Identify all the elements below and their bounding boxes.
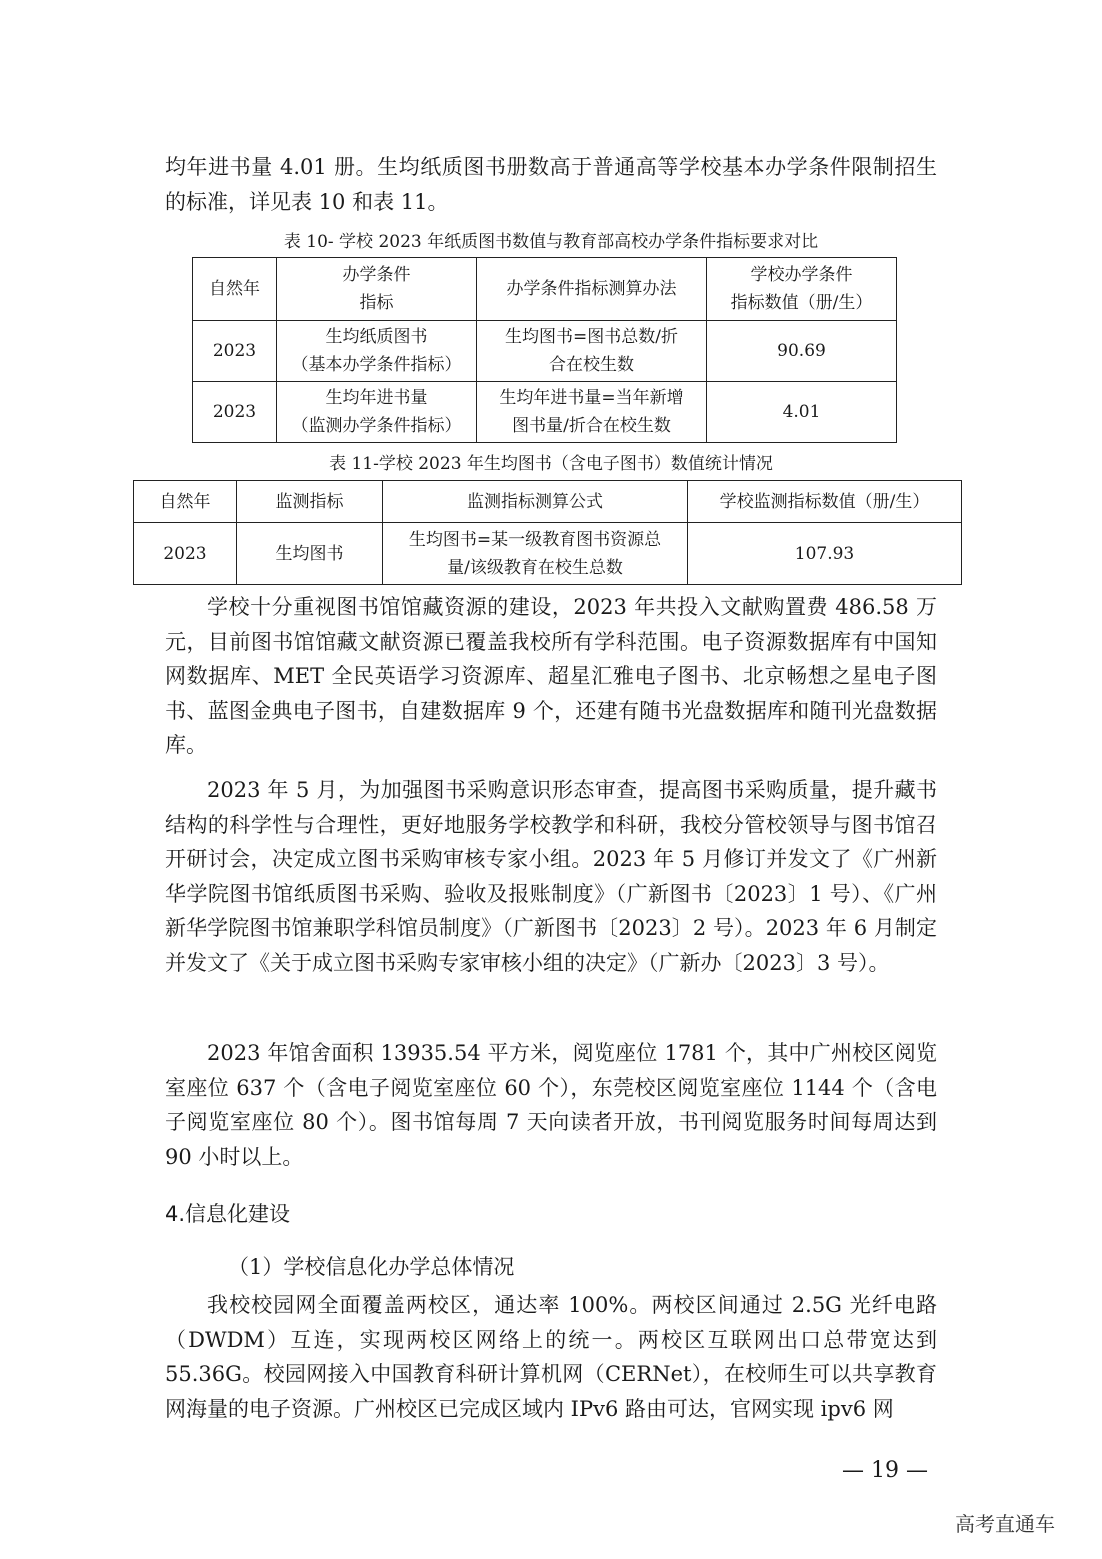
table11-cell-formula-line1: 生均图书=某一级教育图书资源总 xyxy=(408,529,662,550)
table10-cell-method-line1: 生均图书=图书总数/折 xyxy=(505,327,678,347)
paragraph-library-space: 2023 年馆舍面积 13935.54 平方米，阅览座位 1781 个，其中广州校区阅览室座位 637 个（含电子阅览室座位 60 个），东莞校区阅览室座位 1144 个（含电子阅览室座位 80 个）。图书馆每周 7 天向读者开放，书刊阅览服务时间每周达到 90 小时以上。 xyxy=(165,1041,937,1169)
table10-header-row xyxy=(193,258,897,321)
table11-header-formula: 监测指标测算公式 xyxy=(383,481,688,523)
table11 xyxy=(133,480,962,585)
table11-header-value: 学校监测指标数值（册/生） xyxy=(688,481,962,523)
table11-header-indicator: 监测指标 xyxy=(237,481,383,523)
table11-header-year: 自然年 xyxy=(134,481,237,523)
table-row xyxy=(134,523,962,585)
table10-header-method: 办学条件指标测算办法 xyxy=(477,258,707,321)
table10-cell-method-line2: 合在校生数 xyxy=(549,355,634,375)
subsection-heading: （1）学校信息化办学总体情况 xyxy=(228,1255,515,1279)
table11-cell-indicator: 生均图书 xyxy=(237,523,383,585)
table11-cell-formula xyxy=(383,523,688,585)
intro-paragraph: 均年进书量 4.01 册。生均纸质图书册数高于普通高等学校基本办学条件限制招生的标准，详见表 10 和表 11。 xyxy=(165,155,937,214)
table10-cell-indicator-line2: （基本办学条件指标） xyxy=(291,355,462,375)
table11-cell-year: 2023 xyxy=(134,523,237,585)
table10-header-indicator-line2: 指标 xyxy=(359,293,394,313)
table10-cell-method xyxy=(477,382,707,443)
table10-header-value xyxy=(707,258,897,321)
table-row xyxy=(193,382,897,443)
table10-cell-value: 4.01 xyxy=(707,382,897,443)
table10-cell-indicator-line1: 生均年进书量 xyxy=(325,388,428,408)
table10-cell-indicator-line1: 生均纸质图书 xyxy=(325,327,428,347)
table10-cell-value: 90.69 xyxy=(707,321,897,382)
table11-header-row xyxy=(134,481,962,523)
table11-caption: 表 11-学校 2023 年生均图书（含电子图书）数值统计情况 xyxy=(329,454,773,474)
table10-cell-indicator-line2: （监测办学条件指标） xyxy=(291,416,462,436)
table10-caption: 表 10- 学校 2023 年纸质图书数值与教育部高校办学条件指标要求对比 xyxy=(283,232,819,252)
table10-cell-indicator xyxy=(277,382,477,443)
page-number: — 19 — xyxy=(842,1458,928,1483)
paragraph-procurement: 2023 年 5 月，为加强图书采购意识形态审查，提高图书采购质量，提升藏书结构的科学性与合理性，更好地服务学校教学和科研，我校分管校领导与图书馆召开研讨会，决定成立图书采购审核专家小组。2023 年 5 月修订并发文了《广州新华学院图书馆纸质图书采购、验收及报账制度》（广新图书〔2023〕1 号）、《广州新华学院图书馆兼职学科馆员制度》（广新图书〔2023〕2 号）。2023 年 6 月制定并发文了《关于成立图书采购专家审核小组的决定》（广新办〔2023〕3 号）。 xyxy=(165,778,937,975)
table11-cell-value: 107.93 xyxy=(688,523,962,585)
table10-header-indicator-line1: 办学条件 xyxy=(342,265,411,285)
table10-cell-method-line2: 图书量/折合在校生数 xyxy=(512,416,671,436)
table10-cell-year: 2023 xyxy=(193,382,277,443)
section-heading: 4.信息化建设 xyxy=(165,1202,291,1226)
table10-header-value-line2: 指标数值（册/生） xyxy=(730,293,873,313)
table10-cell-method-line1: 生均年进书量=当年新增 xyxy=(499,388,684,408)
watermark: 高考直通车 xyxy=(955,1512,1055,1536)
table10-header-value-line1: 学校办学条件 xyxy=(750,265,853,285)
table10-cell-method xyxy=(477,321,707,382)
paragraph-library-resources: 学校十分重视图书馆馆藏资源的建设，2023 年共投入文献购置费 486.58 万元，目前图书馆馆藏文献资源已覆盖我校所有学科范围。电子资源数据库有中国知网数据库、MET 全民英语学习资源库、超星汇雅电子图书、北京畅想之星电子图书、蓝图金典电子图书，自建数据库 9 个，还建有随书光盘数据库和随刊光盘数据库。 xyxy=(165,595,937,757)
table10-header-indicator xyxy=(277,258,477,321)
table10-header-year: 自然年 xyxy=(193,258,277,321)
table10-cell-year: 2023 xyxy=(193,321,277,382)
table10 xyxy=(192,257,897,443)
paragraph-campus-network: 我校校园网全面覆盖两校区，通达率 100%。两校区间通过 2.5G 光纤电路（DWDM）互连，实现两校区网络上的统一。两校区互联网出口总带宽达到 55.36G。校园网接入中国教育科研计算机网（CERNet），在校师生可以共享教育网海量的电子资源。广州校区已完成区域内 IPv6 路由可达，官网实现 ipv6 网 xyxy=(165,1293,937,1421)
table-row xyxy=(193,321,897,382)
table10-cell-indicator xyxy=(277,321,477,382)
table11-cell-formula-line2: 量/该级教育在校生总数 xyxy=(447,557,623,578)
